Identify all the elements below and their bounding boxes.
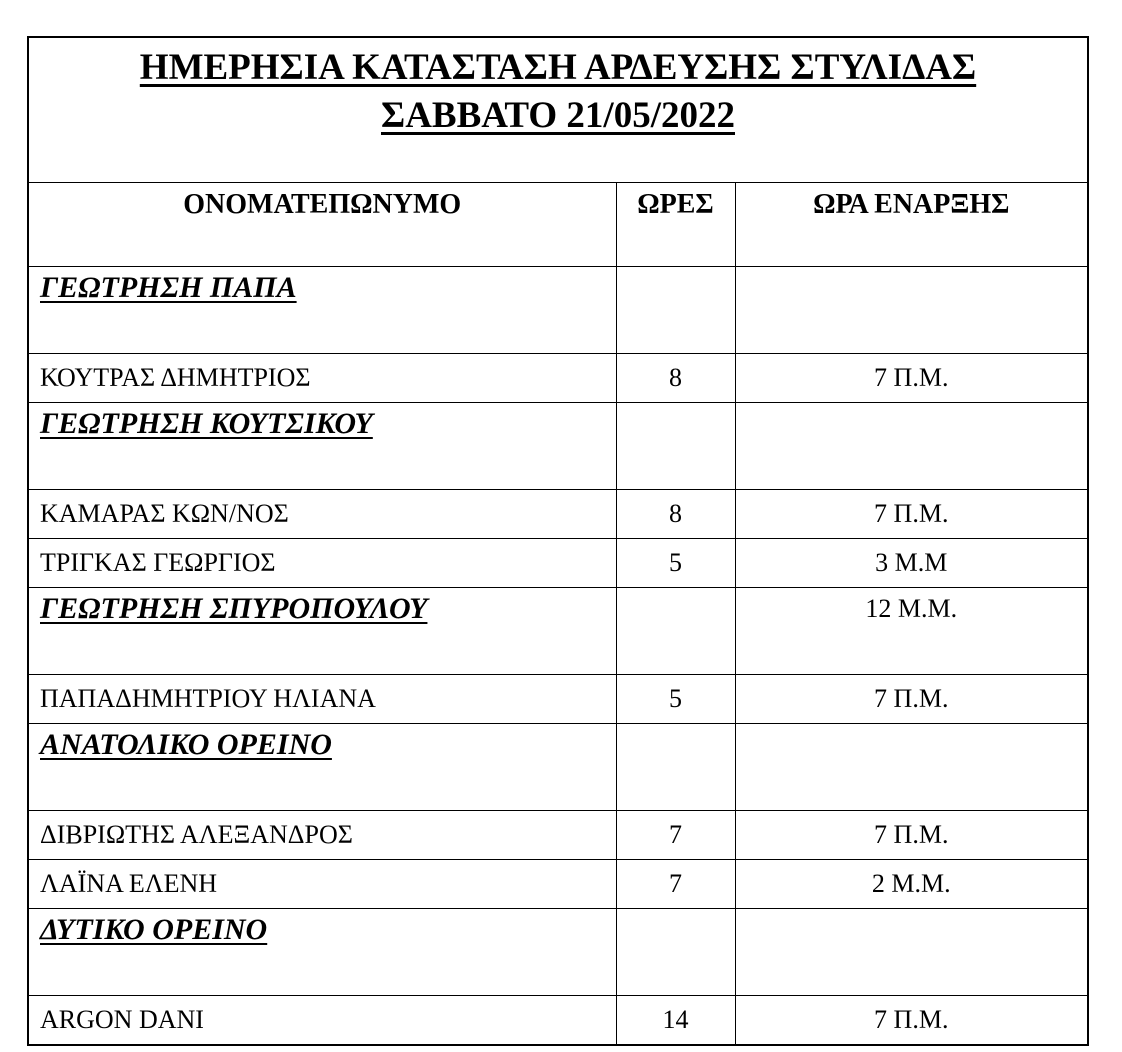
person-start-time: 3 Μ.Μ — [735, 539, 1087, 588]
title-block — [29, 38, 1087, 183]
person-start-time: 7 Π.Μ. — [735, 354, 1087, 403]
table-row — [29, 490, 1087, 539]
person-hours: 7 — [616, 860, 735, 909]
person-hours: 8 — [616, 490, 735, 539]
section-hours — [616, 403, 735, 490]
table-row — [29, 539, 1087, 588]
section-name: ΑΝΑΤΟΛΙΚΟ ΟΡΕΙΝΟ — [29, 724, 616, 811]
section-start-time — [735, 909, 1087, 996]
person-hours: 8 — [616, 354, 735, 403]
person-hours: 14 — [616, 996, 735, 1045]
table-row — [29, 860, 1087, 909]
document-date: ΣΑΒΒΑΤΟ 21/05/2022 — [381, 95, 735, 136]
table-row — [29, 811, 1087, 860]
section-hours — [616, 267, 735, 354]
column-header-start-time: ΩΡΑ ΕΝΑΡΞΗΣ — [735, 183, 1087, 267]
section-row — [29, 267, 1087, 354]
table-row — [29, 354, 1087, 403]
table-header-row — [29, 183, 1087, 267]
section-row — [29, 403, 1087, 490]
schedule-table — [29, 183, 1087, 1044]
person-start-time: 7 Π.Μ. — [735, 996, 1087, 1045]
section-name: ΓΕΩΤΡΗΣΗ ΣΠΥΡΟΠΟΥΛΟΥ — [29, 588, 616, 675]
person-name: ΛΑΪΝΑ ΕΛΕΝΗ — [29, 860, 616, 909]
section-start-time: 12 Μ.Μ. — [735, 588, 1087, 675]
section-row — [29, 909, 1087, 996]
section-hours — [616, 909, 735, 996]
section-name: ΓΕΩΤΡΗΣΗ ΚΟΥΤΣΙΚΟΥ — [29, 403, 616, 490]
table-row — [29, 675, 1087, 724]
person-name: ΚΟΥΤΡΑΣ ΔΗΜΗΤΡΙΟΣ — [29, 354, 616, 403]
person-hours: 5 — [616, 675, 735, 724]
section-name: ΔΥΤΙΚΟ ΟΡΕΙΝΟ — [29, 909, 616, 996]
section-start-time — [735, 267, 1087, 354]
person-name: ΤΡΙΓΚΑΣ ΓΕΩΡΓΙΟΣ — [29, 539, 616, 588]
section-name: ΓΕΩΤΡΗΣΗ ΠΑΠΑ — [29, 267, 616, 354]
person-hours: 7 — [616, 811, 735, 860]
column-header-name: ΟΝΟΜΑΤΕΠΩΝΥΜΟ — [29, 183, 616, 267]
document-title: ΗΜΕΡΗΣΙΑ ΚΑΤΑΣΤΑΣΗ ΑΡΔΕΥΣΗΣ ΣΤΥΛΙΔΑΣ — [139, 47, 977, 88]
person-name: ΔΙΒΡΙΩΤΗΣ ΑΛΕΞΑΝΔΡΟΣ — [29, 811, 616, 860]
section-hours — [616, 724, 735, 811]
section-start-time — [735, 724, 1087, 811]
table-row — [29, 996, 1087, 1045]
person-name: ARGON DANI — [29, 996, 616, 1045]
person-start-time: 7 Π.Μ. — [735, 490, 1087, 539]
column-header-hours: ΩΡΕΣ — [616, 183, 735, 267]
person-name: ΠΑΠΑΔΗΜΗΤΡΙΟΥ ΗΛΙΑΝΑ — [29, 675, 616, 724]
person-start-time: 7 Π.Μ. — [735, 675, 1087, 724]
section-hours — [616, 588, 735, 675]
person-name: ΚΑΜΑΡΑΣ ΚΩΝ/ΝΟΣ — [29, 490, 616, 539]
section-start-time — [735, 403, 1087, 490]
section-row — [29, 588, 1087, 675]
person-hours: 5 — [616, 539, 735, 588]
irrigation-schedule-document — [27, 36, 1089, 1046]
person-start-time: 2 Μ.Μ. — [735, 860, 1087, 909]
person-start-time: 7 Π.Μ. — [735, 811, 1087, 860]
section-row — [29, 724, 1087, 811]
